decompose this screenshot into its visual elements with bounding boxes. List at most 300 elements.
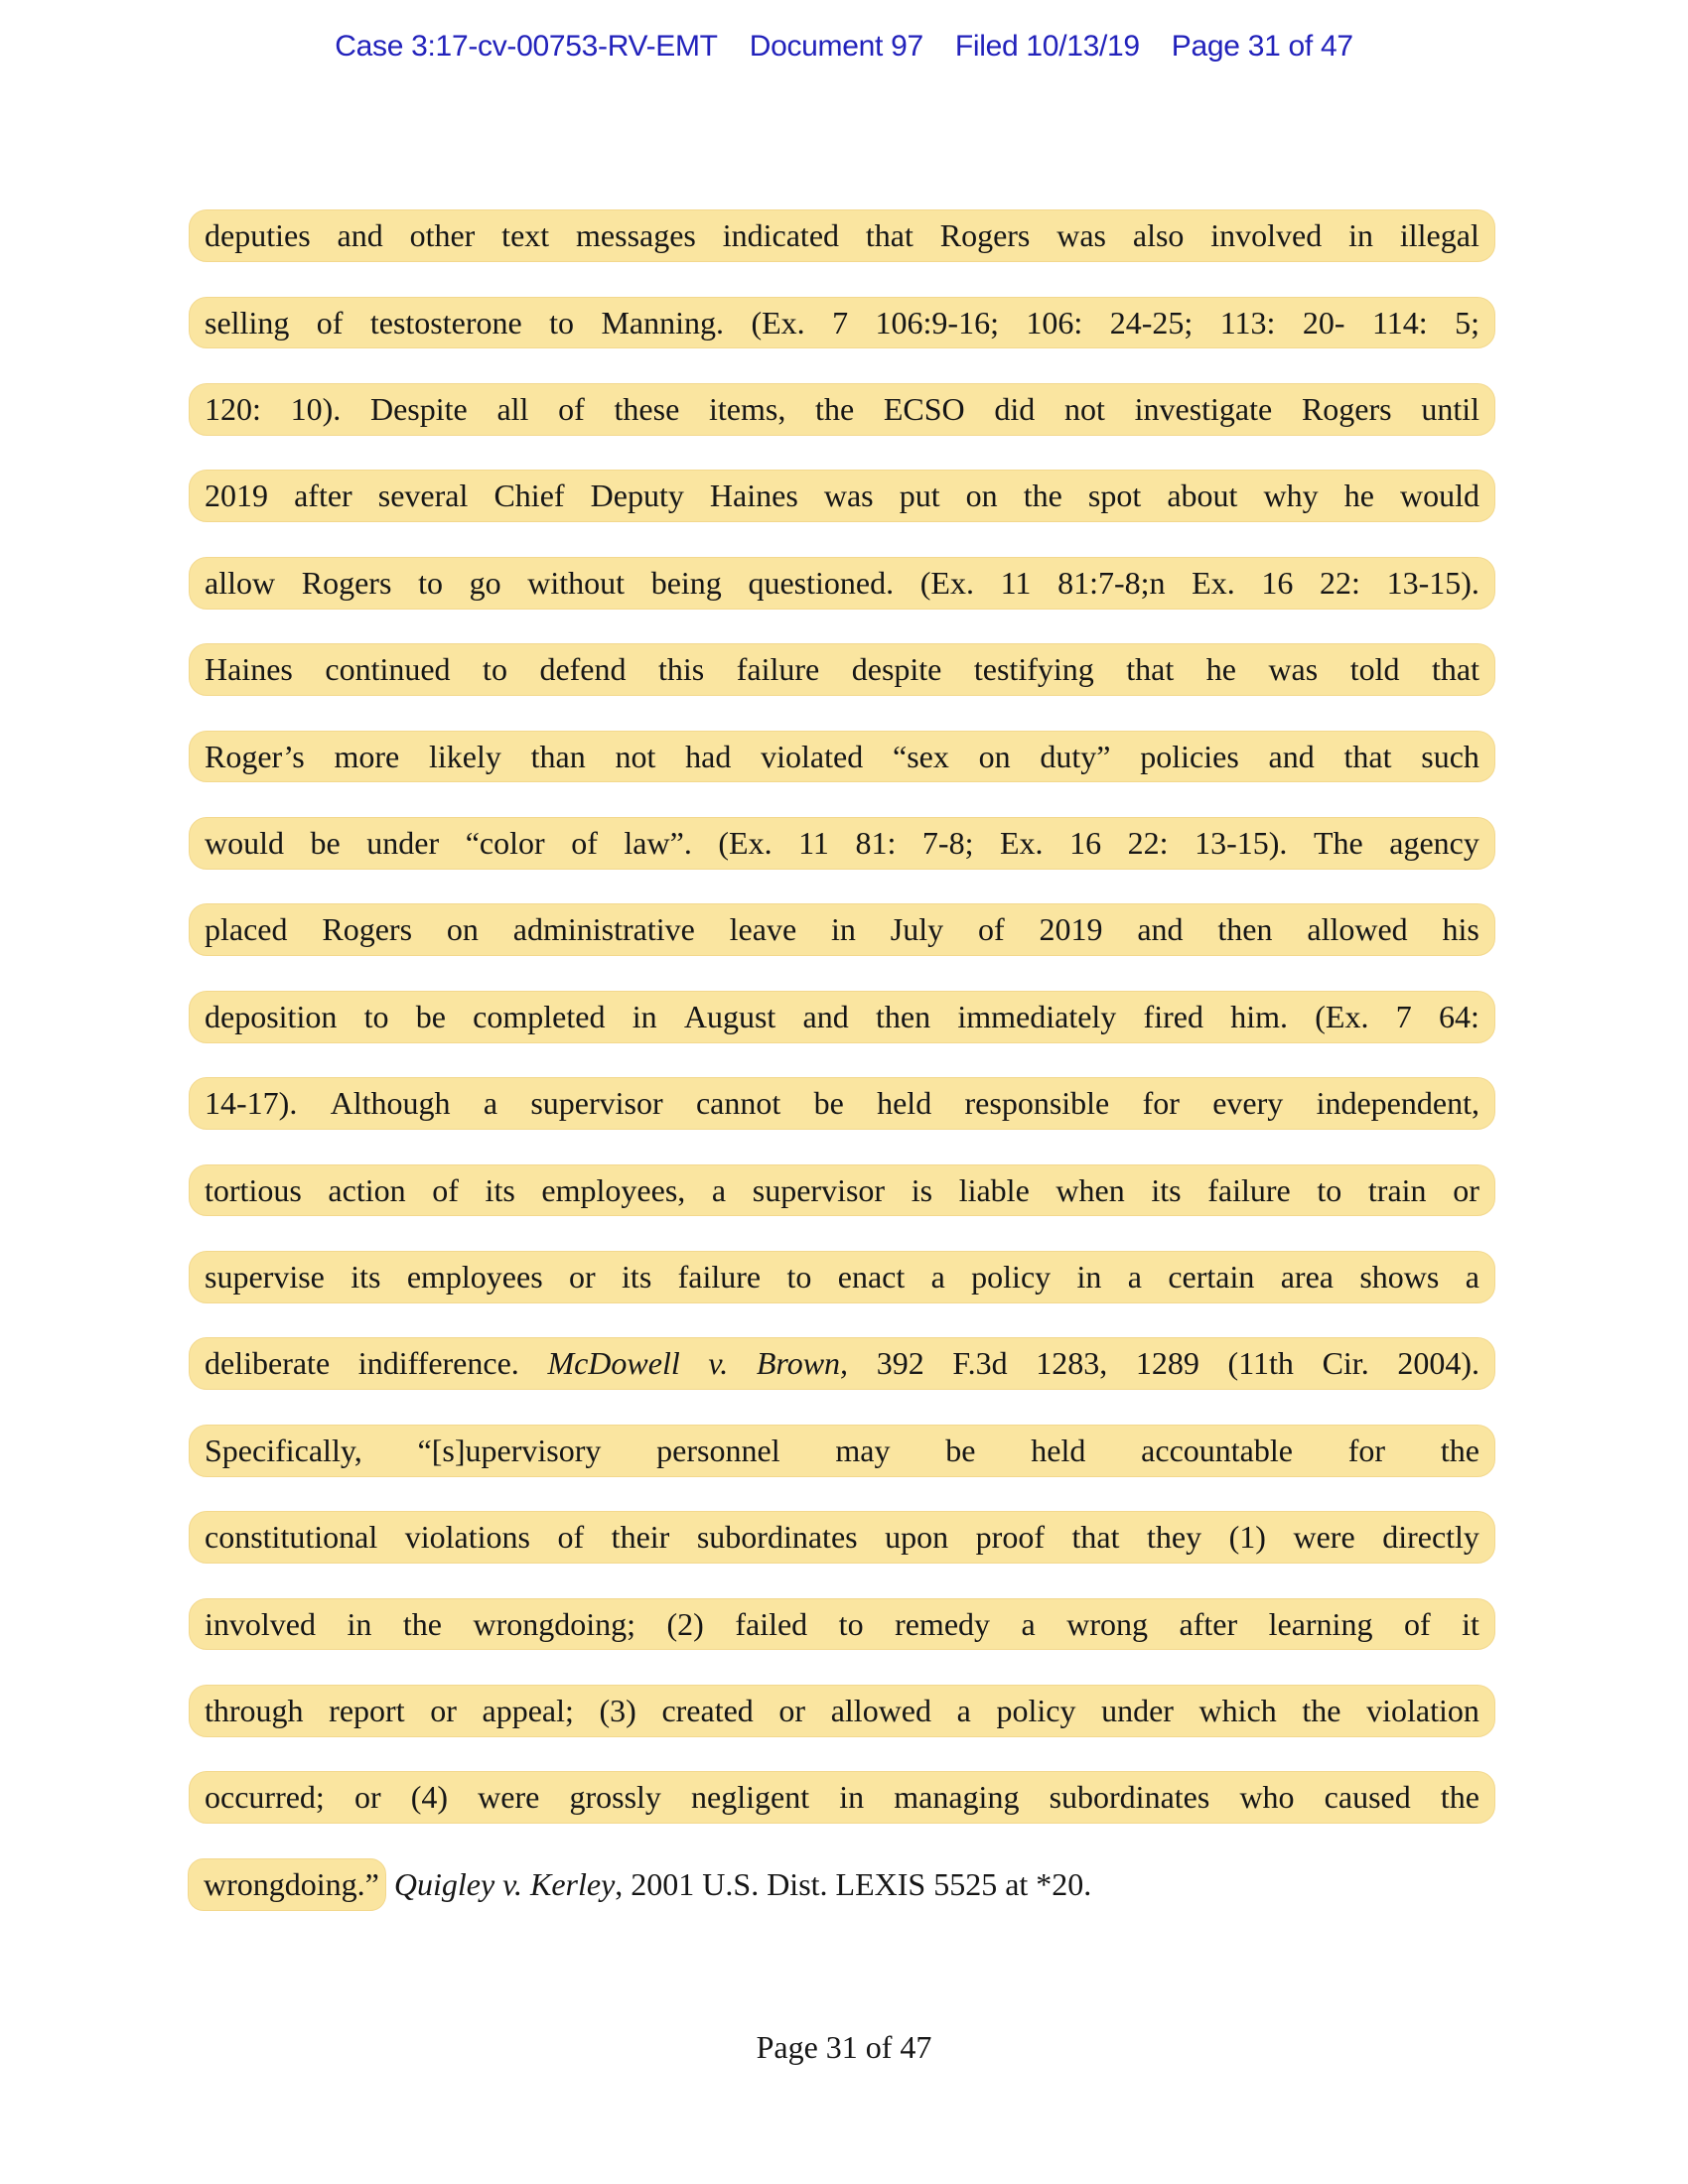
word: 13-15). [1386, 564, 1479, 601]
word: 2019 [1039, 911, 1103, 948]
text-line [189, 974, 1495, 1060]
highlight-mark [189, 1685, 1495, 1737]
word: 14-17). [205, 1085, 298, 1122]
word: action [328, 1171, 406, 1208]
text-line [189, 1668, 1495, 1754]
word: 2019 [205, 478, 268, 514]
word: defend [539, 651, 627, 688]
word: failure [1207, 1171, 1291, 1208]
word: cannot [695, 1085, 781, 1122]
word: directly [1382, 1519, 1479, 1556]
word: certain [1168, 1258, 1255, 1295]
word: a [956, 1692, 971, 1728]
word: duty” [1040, 738, 1111, 774]
word: (Ex. [751, 304, 805, 341]
word: tortious [205, 1171, 302, 1208]
word: not [1063, 391, 1105, 428]
highlight-mark [189, 297, 1495, 349]
highlight-mark [189, 1077, 1495, 1130]
word: after [294, 478, 352, 514]
word: these [614, 391, 680, 428]
word: enact [837, 1258, 906, 1295]
word: (1) [1228, 1519, 1266, 1556]
header-part: Filed 10/13/19 [954, 30, 1140, 63]
word: about [1167, 478, 1238, 514]
highlight-mark [189, 1511, 1495, 1564]
word: a [1021, 1605, 1036, 1642]
header-part: Page 31 of 47 [1171, 30, 1353, 63]
header-part: Case 3:17-cv-00753-RV-EMT [335, 30, 718, 63]
word: of [1403, 1605, 1431, 1642]
word: the [815, 391, 855, 428]
word: his [1442, 911, 1479, 948]
word: why [1263, 478, 1319, 514]
word: administrative [512, 911, 695, 948]
word: policy [971, 1258, 1052, 1295]
word: personnel [656, 1432, 780, 1468]
word: immediately [957, 998, 1117, 1034]
word: is [911, 1171, 933, 1208]
word: they [1147, 1519, 1202, 1556]
text-line [189, 1754, 1495, 1841]
word: agency [1389, 825, 1479, 862]
word: violations [404, 1519, 530, 1556]
word: (3) [599, 1692, 636, 1728]
word: 114: [1371, 304, 1428, 341]
word: he [1205, 651, 1236, 688]
word: would [205, 825, 284, 862]
word: was [1268, 651, 1319, 688]
word: the [1302, 1692, 1341, 1728]
word: liable [958, 1171, 1030, 1208]
word: to [483, 651, 507, 688]
page-number-footer: Page 31 of 47 [756, 2029, 932, 2065]
word: did [994, 391, 1036, 428]
word: “[s]upervisory [417, 1432, 602, 1468]
highlight-mark [189, 817, 1495, 870]
word: involved [205, 1605, 316, 1642]
word: remedy [895, 1605, 991, 1642]
word: 5; [1455, 304, 1479, 341]
word: be [945, 1432, 976, 1468]
word: subordinates [1049, 1779, 1210, 1816]
word: and [1268, 738, 1315, 774]
word: 16 [1261, 564, 1294, 601]
word: “sex [892, 738, 949, 774]
word: for [1347, 1432, 1386, 1468]
word: employees [406, 1258, 543, 1295]
word: in [1076, 1258, 1102, 1295]
word: and [1137, 911, 1184, 948]
word: to [363, 998, 389, 1034]
text-segment: , 2001 U.S. Dist. LEXIS 5525 at *20. [615, 1865, 1092, 1902]
word: it [1462, 1605, 1479, 1642]
word: Haines [709, 478, 798, 514]
word: on [965, 478, 998, 514]
word: held [877, 1085, 932, 1122]
highlight-mark [189, 731, 1495, 783]
word: or [569, 1258, 596, 1295]
word: failure [677, 1258, 762, 1295]
word: independent, [1316, 1085, 1479, 1122]
document-body [189, 193, 1495, 1928]
word: violation [1366, 1692, 1479, 1728]
word: employees, [541, 1171, 686, 1208]
word: deposition [205, 998, 338, 1034]
word: a [711, 1171, 727, 1208]
word: Deputy [590, 478, 684, 514]
word: Rogers [322, 911, 413, 948]
word: who [1239, 1779, 1295, 1816]
word: Rogers [301, 564, 392, 601]
word: a [930, 1258, 945, 1295]
word: in [1348, 217, 1373, 254]
highlight-mark [189, 557, 1495, 610]
word: not [615, 738, 656, 774]
word: to [418, 564, 443, 601]
text-line [189, 1407, 1495, 1493]
court-stamp-header [0, 30, 1688, 64]
word: 81:7-8;n [1057, 564, 1166, 601]
word: completed [473, 998, 606, 1034]
word: several [377, 478, 469, 514]
word: Although [330, 1085, 451, 1122]
word: items, [709, 391, 786, 428]
word: this [658, 651, 705, 688]
word: (2) [666, 1605, 704, 1642]
word: more [334, 738, 400, 774]
highlight-mark [189, 1598, 1495, 1651]
word: Roger’s [205, 738, 305, 774]
word: then [1217, 911, 1273, 948]
word: violated [761, 738, 864, 774]
word: such [1421, 738, 1479, 774]
word: text [501, 217, 550, 254]
word: (Ex. [919, 564, 974, 601]
word: 7 [832, 304, 849, 341]
word: supervisor [752, 1171, 886, 1208]
highlight-mark: wrongdoing.” [188, 1858, 386, 1911]
word: to [786, 1258, 812, 1295]
word: upon [885, 1519, 949, 1556]
highlight-mark [189, 643, 1495, 696]
highlight-mark [189, 383, 1495, 436]
word: 16 [1069, 825, 1102, 862]
word: under [366, 825, 440, 862]
word: told [1349, 651, 1400, 688]
word: allowed [830, 1692, 931, 1728]
word: (11th [1227, 1345, 1294, 1382]
word: policy [996, 1692, 1076, 1728]
word: then [876, 998, 931, 1034]
word: and [337, 217, 383, 254]
word: failure [736, 651, 820, 688]
word: the [402, 1605, 442, 1642]
text-line [189, 1320, 1495, 1407]
word: of [558, 391, 585, 428]
word: 1283, [1036, 1345, 1108, 1382]
word: put [899, 478, 940, 514]
word: allow [205, 564, 276, 601]
word: 10). [290, 391, 342, 428]
word: 11 [798, 825, 829, 862]
word: of [316, 304, 344, 341]
word: 1289 [1135, 1345, 1199, 1382]
word: 22: [1127, 825, 1169, 862]
word: messages [576, 217, 696, 254]
word: Chief [493, 478, 565, 514]
word: that [1071, 1519, 1120, 1556]
word: policies [1140, 738, 1239, 774]
word: grossly [569, 1779, 661, 1816]
word: in [347, 1605, 372, 1642]
word: on [446, 911, 479, 948]
word: in [632, 998, 657, 1034]
word: F.3d [952, 1345, 1008, 1382]
word: the [1440, 1432, 1479, 1468]
word: “color [465, 825, 545, 862]
word: 2004). [1397, 1345, 1479, 1382]
word: to [549, 304, 575, 341]
word: than [530, 738, 586, 774]
word: testifying [973, 651, 1094, 688]
word: that [1343, 738, 1392, 774]
word: and [802, 998, 849, 1034]
word: Cir. [1322, 1345, 1369, 1382]
highlight-mark [189, 1164, 1495, 1217]
word: train [1367, 1171, 1427, 1208]
word: (4) [410, 1779, 449, 1816]
word: be [310, 825, 341, 862]
word: for [1142, 1085, 1180, 1122]
word: of [557, 1519, 585, 1556]
word: spot [1087, 478, 1142, 514]
word: responsible [964, 1085, 1110, 1122]
text-line [189, 1234, 1495, 1320]
word: indicated [722, 217, 840, 254]
word: investigate [1134, 391, 1273, 428]
word: Despite [369, 391, 468, 428]
text-line [189, 1494, 1495, 1580]
word: under [1101, 1692, 1174, 1728]
word: indifference. [357, 1345, 519, 1382]
word: were [1293, 1519, 1355, 1556]
word: Manning. [601, 304, 725, 341]
word: until [1421, 391, 1479, 428]
case-citation-word: Brown, [756, 1345, 849, 1382]
highlight-mark [189, 1771, 1495, 1824]
word: questioned. [748, 564, 895, 601]
highlight-mark [189, 1251, 1495, 1303]
text-line [189, 193, 1495, 279]
word: 7-8; [921, 825, 974, 862]
word: Specifically, [205, 1432, 362, 1468]
word: Ex. [1000, 825, 1044, 862]
word: or [778, 1692, 806, 1728]
text-line [189, 1147, 1495, 1233]
text-line [189, 626, 1495, 713]
highlight-mark [189, 1337, 1495, 1390]
word: July [890, 911, 944, 948]
word: 22: [1320, 564, 1360, 601]
word: other [409, 217, 476, 254]
word: a [1127, 1258, 1142, 1295]
word: him. [1230, 998, 1288, 1034]
word: negligent [691, 1779, 810, 1816]
word: 106:9-16; [875, 304, 999, 341]
word: testosterone [369, 304, 522, 341]
text-line [189, 1841, 1495, 1927]
word: report [329, 1692, 405, 1728]
word: their [611, 1519, 670, 1556]
text-line [189, 713, 1495, 799]
highlight-mark [189, 470, 1495, 522]
case-citation-word: McDowell [547, 1345, 680, 1382]
word: a [1465, 1258, 1479, 1295]
word: law”. [624, 825, 692, 862]
word: in [831, 911, 856, 948]
text-line [189, 887, 1495, 973]
word: in [839, 1779, 865, 1816]
word: proof [975, 1519, 1045, 1556]
highlight-mark [189, 209, 1495, 262]
text-line [189, 540, 1495, 626]
word: subordinates [696, 1519, 858, 1556]
word: the [1440, 1779, 1479, 1816]
word: all [496, 391, 529, 428]
word: to [838, 1605, 864, 1642]
word: 392 [876, 1345, 924, 1382]
word: involved [1210, 217, 1323, 254]
word: its [1151, 1171, 1182, 1208]
word: had [685, 738, 732, 774]
word: selling [205, 304, 290, 341]
case-citation: Quigley v. Kerley [385, 1865, 616, 1902]
word: or [430, 1692, 457, 1728]
word: accountable [1141, 1432, 1293, 1468]
word: placed [205, 911, 288, 948]
word: 7 [1395, 998, 1412, 1034]
word: a [483, 1085, 498, 1122]
word: every [1212, 1085, 1284, 1122]
word: supervisor [530, 1085, 663, 1122]
word: being [650, 564, 722, 601]
word: that [1431, 651, 1479, 688]
word: supervise [205, 1258, 325, 1295]
word: 120: [205, 391, 261, 428]
word: shows [1359, 1258, 1440, 1295]
word: be [813, 1085, 844, 1122]
word: likely [429, 738, 501, 774]
word: learning [1268, 1605, 1373, 1642]
word: continued [325, 651, 451, 688]
word: managing [894, 1779, 1020, 1816]
text-line [189, 1060, 1495, 1147]
word: Haines [205, 651, 293, 688]
word: created [661, 1692, 754, 1728]
word: The [1313, 825, 1363, 862]
word: appeal; [482, 1692, 574, 1728]
word: when [1055, 1171, 1125, 1208]
word: through [205, 1692, 304, 1728]
word: also [1132, 217, 1185, 254]
word: of [432, 1171, 459, 1208]
word: that [865, 217, 914, 254]
word: was [1056, 217, 1106, 254]
text-line [189, 279, 1495, 365]
word: without [527, 564, 626, 601]
word: was [823, 478, 874, 514]
word: 24-25; [1109, 304, 1194, 341]
word: caused [1324, 1779, 1411, 1816]
word: 64: [1438, 998, 1479, 1034]
word: of [571, 825, 598, 862]
word: August [683, 998, 776, 1034]
word: deputies [205, 217, 311, 254]
word: wrongdoing; [473, 1605, 636, 1642]
word: be [415, 998, 446, 1034]
word: Ex. [1192, 564, 1235, 601]
word: or [353, 1779, 381, 1816]
text-line [189, 366, 1495, 453]
word: the [1023, 478, 1062, 514]
word: wrong [1066, 1605, 1148, 1642]
word: 113: [1219, 304, 1276, 341]
word: 13-15). [1195, 825, 1288, 862]
word: its [351, 1258, 381, 1295]
word: (Ex. [718, 825, 773, 862]
word: 20- [1302, 304, 1345, 341]
word: or [1453, 1171, 1479, 1208]
word: deliberate [205, 1345, 331, 1382]
case-citation-word: v. [708, 1345, 729, 1382]
word: may [835, 1432, 891, 1468]
word: Rogers [1301, 391, 1392, 428]
word: occurred; [205, 1779, 325, 1816]
word: (Ex. [1315, 998, 1369, 1034]
text-line [189, 1580, 1495, 1667]
highlight-mark [189, 903, 1495, 956]
text-line [189, 453, 1495, 539]
word: held [1031, 1432, 1086, 1468]
word: which [1198, 1692, 1277, 1728]
header-part: Document 97 [749, 30, 923, 63]
text-line [189, 800, 1495, 887]
word: allowed [1307, 911, 1408, 948]
word: Rogers [939, 217, 1031, 254]
highlight-mark [189, 991, 1495, 1043]
word: 81: [855, 825, 897, 862]
word: failed [735, 1605, 808, 1642]
word: its [485, 1171, 515, 1208]
word: to [1317, 1171, 1342, 1208]
word: he [1343, 478, 1374, 514]
word: area [1280, 1258, 1334, 1295]
word: its [622, 1258, 652, 1295]
highlight-mark [189, 1425, 1495, 1477]
word: were [478, 1779, 540, 1816]
word: go [469, 564, 501, 601]
word: fired [1143, 998, 1203, 1034]
word: despite [851, 651, 942, 688]
word: 11 [1000, 564, 1032, 601]
word: constitutional [205, 1519, 378, 1556]
word: of [977, 911, 1005, 948]
word: 106: [1026, 304, 1083, 341]
word: on [978, 738, 1011, 774]
word: would [1399, 478, 1479, 514]
word: after [1179, 1605, 1238, 1642]
